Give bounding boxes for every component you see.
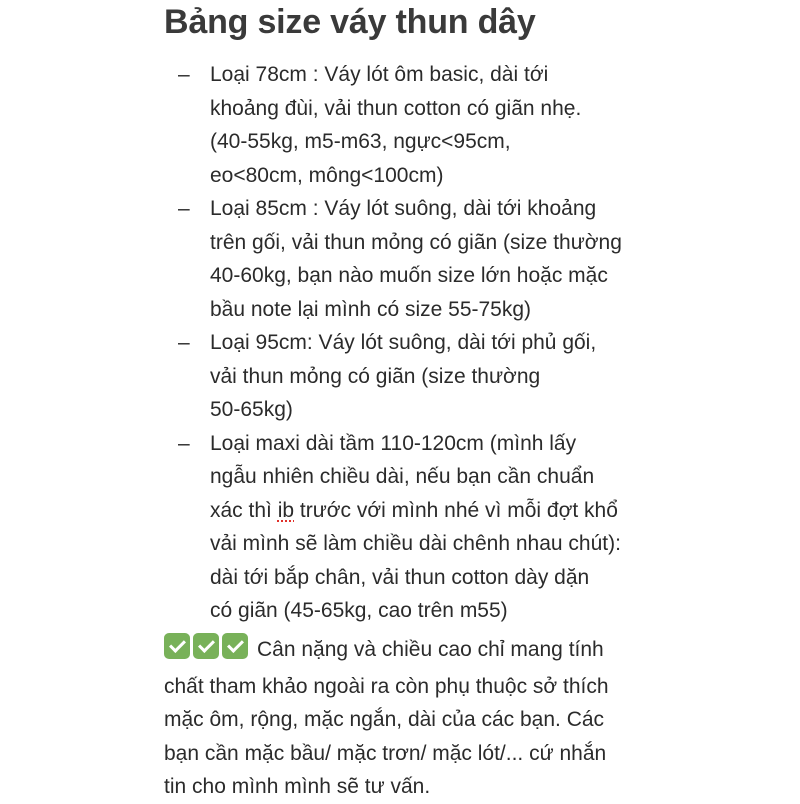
spellcheck-flagged-word[interactable]: ib bbox=[277, 498, 295, 522]
size-list bbox=[164, 58, 784, 628]
item-text-line: 40-60kg, bạn nào muốn size lớn hoặc mặc bbox=[210, 264, 608, 287]
note-text-line: tin cho mình mình sẽ tư vấn. bbox=[164, 775, 431, 798]
check-emoji-group bbox=[164, 633, 251, 670]
size-item-95cm bbox=[164, 326, 784, 427]
page-title: Bảng size váy thun dây bbox=[164, 3, 536, 41]
dash-bullet: – bbox=[178, 431, 190, 455]
size-item-85cm bbox=[164, 192, 784, 326]
item-text-line: Loại 95cm: Váy lót suông, dài tới phủ gối, bbox=[210, 331, 597, 354]
note-first-line bbox=[164, 633, 784, 670]
size-item-78cm bbox=[164, 58, 784, 192]
item-text-line: Loại 85cm : Váy lót suông, dài tới khoảng bbox=[210, 197, 597, 220]
line-text-before: xác thì bbox=[210, 498, 278, 522]
item-text-line: trên gối, vải thun mỏng có giãn (size thường bbox=[210, 230, 622, 254]
note-text-line: bạn cần mặc bầu/ mặc trơn/ mặc lót/... cứ nhắn bbox=[164, 741, 607, 765]
item-text-line: bầu note lại mình có size 55-75kg) bbox=[210, 297, 532, 321]
item-text-line bbox=[210, 494, 784, 528]
check-mark-icon bbox=[193, 633, 219, 659]
dash-bullet: – bbox=[178, 331, 190, 354]
dash-bullet: – bbox=[178, 197, 190, 220]
check-mark-icon bbox=[164, 633, 190, 659]
item-text-line: Loại 78cm : Váy lót ôm basic, dài tới bbox=[210, 63, 549, 86]
note-text: Cân nặng và chiều cao chỉ mang tính bbox=[257, 638, 604, 661]
line-text-after: trước với mình nhé vì mỗi đợt khổ bbox=[294, 498, 618, 522]
note-text-line: mặc ôm, rộng, mặc ngắn, dài của các bạn. Các bbox=[164, 708, 605, 731]
size-item-maxi bbox=[164, 427, 784, 628]
item-text-line: dài tới bắp chân, vải thun cotton dày dặn bbox=[210, 565, 590, 589]
item-text-line: có giãn (45-65kg, cao trên m55) bbox=[210, 599, 508, 622]
item-text-line: vải mình sẽ làm chiều dài chênh nhau chút): bbox=[210, 532, 621, 555]
check-mark-icon bbox=[222, 633, 248, 659]
item-text-line: ngẫu nhiên chiều dài, nếu bạn cần chuẩn bbox=[210, 465, 595, 488]
item-text-line: vải thun mỏng có giãn (size thường bbox=[210, 364, 541, 388]
item-text-line: 50-65kg) bbox=[210, 398, 293, 421]
item-text-line: eo<80cm, mông<100cm) bbox=[210, 163, 444, 187]
dash-bullet: – bbox=[178, 63, 190, 86]
note-text-line: chất tham khảo ngoài ra còn phụ thuộc sở thích bbox=[164, 674, 609, 698]
item-text-line: khoảng đùi, vải thun cotton có giãn nhẹ. bbox=[210, 96, 582, 120]
note-paragraph bbox=[164, 633, 784, 804]
item-text-line: Loại maxi dài tầm 110-120cm (mình lấy bbox=[210, 431, 577, 455]
item-text-line: (40-55kg, m5-m63, ngực<95cm, bbox=[210, 130, 511, 153]
